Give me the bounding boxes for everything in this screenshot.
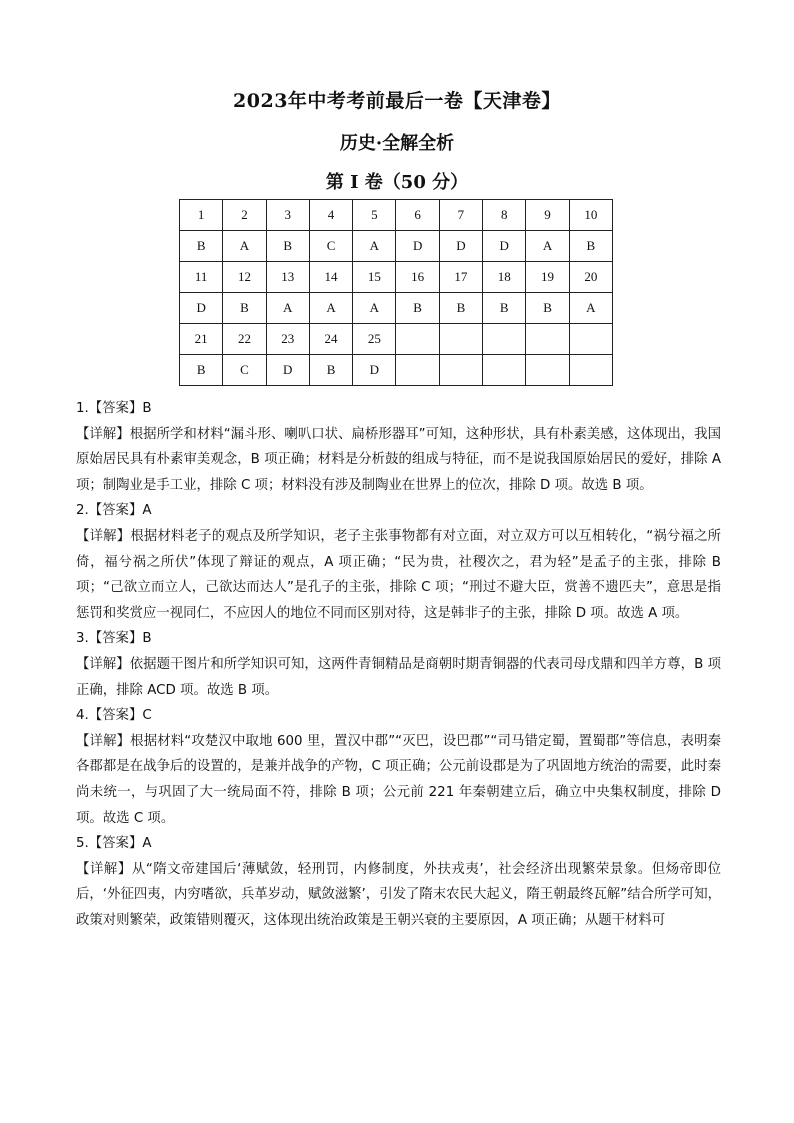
answer-key-cell xyxy=(483,355,526,386)
answer-line: 4.【答案】C xyxy=(76,708,152,724)
question-number-cell xyxy=(526,324,569,355)
answer-key-row xyxy=(180,231,613,262)
question-number-cell: 18 xyxy=(483,262,526,293)
answer-key-cell: B xyxy=(439,293,482,324)
answer-key-cell: A xyxy=(353,231,396,262)
detail-label: 【详解】 xyxy=(76,861,132,877)
answer-key-cell: B xyxy=(309,355,352,386)
answer-table xyxy=(179,199,613,386)
answer-line: 1.【答案】B xyxy=(76,401,152,416)
answer-key-cell: A xyxy=(569,293,612,324)
answer-key-cell: B xyxy=(396,293,439,324)
page-title: 2023年中考考前最后一卷【天津卷】 xyxy=(233,90,561,112)
question-number-cell: 10 xyxy=(569,200,612,231)
question-number-cell: 2 xyxy=(223,200,266,231)
detail-text: 从“隋文帝建国后‘薄赋敛，轻刑罚，内修制度，外扶戎夷’，社会经济出现繁荣景象。但炀帝即位后，‘外征四夷，内穷嗜欲，兵革岁动，赋敛滋繁’，引发了隋末农民大起义，隋王朝最终瓦解”结合所学可知，政策对则繁荣，政策错则覆灭，这体现出统治政策是王朝兴衰的主要原因，A 项正确；从题干材料可 xyxy=(76,861,721,928)
question-number-cell: 9 xyxy=(526,200,569,231)
question-number-row xyxy=(180,262,613,293)
answer-key-row xyxy=(180,293,613,324)
answer-key-cell xyxy=(569,355,612,386)
question-number-cell: 25 xyxy=(353,324,396,355)
answer-key-cell: B xyxy=(180,355,223,386)
answer-key-cell: A xyxy=(526,231,569,262)
answer-key-cell: A xyxy=(266,293,309,324)
answer-key-cell: A xyxy=(309,293,352,324)
question-number-cell xyxy=(439,324,482,355)
answer-key-cell: D xyxy=(180,293,223,324)
question-number-row xyxy=(180,200,613,231)
answer-key-cell: C xyxy=(223,355,266,386)
answer-key-cell xyxy=(396,355,439,386)
answer-key-cell: D xyxy=(483,231,526,262)
question-number-cell: 4 xyxy=(309,200,352,231)
question-number-cell: 11 xyxy=(180,262,223,293)
answer-line: 3.【答案】B xyxy=(76,631,152,647)
question-number-cell: 24 xyxy=(309,324,352,355)
detail-label: 【详解】 xyxy=(76,733,131,749)
detail-label: 【详解】 xyxy=(76,426,130,442)
answer-line: 2.【答案】A xyxy=(76,503,152,519)
answer-key-cell xyxy=(526,355,569,386)
detail-text: 根据所学和材料“漏斗形、喇叭口状、扁桥形器耳”可知，这种形状，具有朴素美感，这体现出，我国原始居民具有朴素审美观念，B 项正确；材料是分析鼓的组成与特征，而不是说我国原始居民的爱好，排除 A 项；制陶业是手工业，排除 C 项；材料没有涉及制陶业在世界上的位次，排除 D 项。故选 B 项。 xyxy=(76,426,722,493)
detail-text: 根据材料老子的观点及所学知识，老子主张事物都有对立面，对立双方可以互相转化，“祸兮福之所倚，福兮祸之所伏”体现了辩证的观点，A 项正确；“民为贵，社稷次之，君为轻”是孟子的主张，排除 B 项；“己欲立而立人，己欲达而达人”是孔子的主张，排除 C 项；“刑过不避大臣，赏善不遗匹夫”，意思是指惩罚和奖赏应一视同仁，不应因人的地位不同而区别对待，这是韩非子的主张，排除 D 项。故选 A 项。 xyxy=(76,528,722,621)
detail-text: 根据材料“攻楚汉中取地 600 里，置汉中郡”“灭巴，设巴郡”“司马错定蜀，置蜀郡”等信息，表明秦各郡都是在战争后的设置的，是兼并战争的产物，C 项正确；公元前设郡是为了巩固地方统治的需要，此时秦尚未统一，与巩固了大一统局面不符，排除 B 项；公元前 221 年秦朝建立后，确立中央集权制度，排除 D 项。故选 C 项。 xyxy=(76,733,721,826)
answer-line: 5.【答案】A xyxy=(76,836,152,852)
detail-paragraph xyxy=(76,652,721,703)
question-number-cell xyxy=(569,324,612,355)
question-number-cell: 16 xyxy=(396,262,439,293)
question-number-cell: 12 xyxy=(223,262,266,293)
question-number-cell: 23 xyxy=(266,324,309,355)
answer-key-cell: B xyxy=(483,293,526,324)
answer-key-cell: A xyxy=(353,293,396,324)
answer-key-cell: B xyxy=(569,231,612,262)
question-number-cell xyxy=(483,324,526,355)
question-number-cell: 6 xyxy=(396,200,439,231)
answer-key-cell: D xyxy=(266,355,309,386)
question-number-cell: 17 xyxy=(439,262,482,293)
detail-label: 【详解】 xyxy=(76,656,130,672)
page-subtitle: 历史·全解全析 xyxy=(339,133,455,154)
question-number-cell xyxy=(396,324,439,355)
section-heading: 第 I 卷（50 分） xyxy=(325,172,469,193)
question-number-cell: 7 xyxy=(439,200,482,231)
question-number-cell: 1 xyxy=(180,200,223,231)
answer-key-cell: B xyxy=(180,231,223,262)
question-number-row xyxy=(180,324,613,355)
question-number-cell: 3 xyxy=(266,200,309,231)
answer-key-cell: C xyxy=(309,231,352,262)
answer-key-cell: D xyxy=(353,355,396,386)
detail-paragraph xyxy=(76,524,721,626)
answer-key-row xyxy=(180,355,613,386)
answer-key-cell: D xyxy=(439,231,482,262)
detail-text: 依据题干图片和所学知识可知，这两件青铜精品是商朝时期青铜器的代表司母戊鼎和四羊方尊，B 项正确，排除 ACD 项。故选 B 项。 xyxy=(76,656,721,698)
detail-label: 【详解】 xyxy=(76,528,131,544)
question-number-cell: 13 xyxy=(266,262,309,293)
question-number-cell: 8 xyxy=(483,200,526,231)
question-number-cell: 21 xyxy=(180,324,223,355)
question-number-cell: 14 xyxy=(309,262,352,293)
question-number-cell: 5 xyxy=(353,200,396,231)
detail-paragraph xyxy=(76,857,721,934)
answer-key-cell: A xyxy=(223,231,266,262)
explanations xyxy=(76,396,721,933)
question-number-cell: 19 xyxy=(526,262,569,293)
detail-paragraph xyxy=(76,729,721,831)
answer-key-cell: D xyxy=(396,231,439,262)
question-number-cell: 20 xyxy=(569,262,612,293)
question-number-cell: 22 xyxy=(223,324,266,355)
answer-key-cell: B xyxy=(266,231,309,262)
answer-key-cell: B xyxy=(223,293,266,324)
question-number-cell: 15 xyxy=(353,262,396,293)
answer-key-cell xyxy=(439,355,482,386)
detail-paragraph xyxy=(76,422,721,499)
answer-key-cell: B xyxy=(526,293,569,324)
